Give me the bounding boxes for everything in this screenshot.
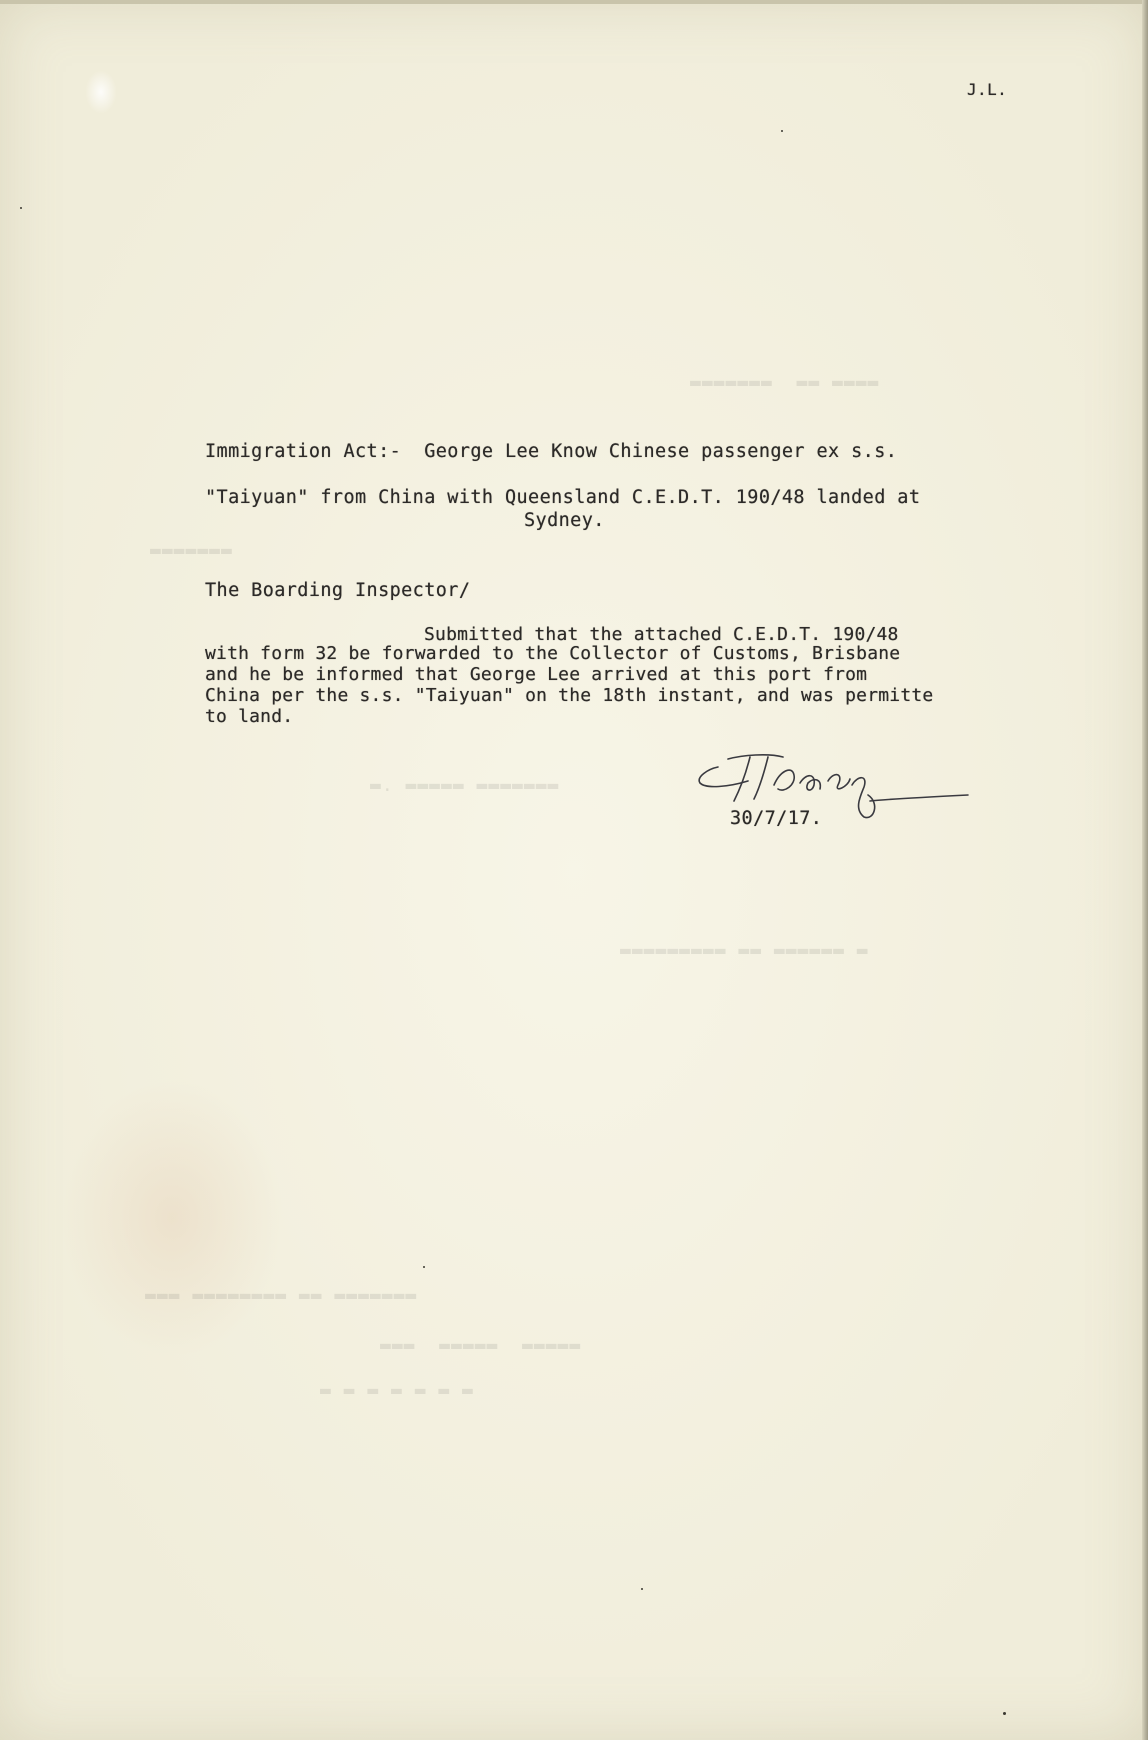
initials: J.L. [967, 80, 1008, 99]
show-through-line: ▬▬▬ ▬▬▬▬▬▬▬▬ ▬▬ ▬▬▬▬▬▬▬ [145, 1285, 418, 1306]
page-top-edge [0, 0, 1148, 4]
date: 30/7/17. [730, 808, 823, 829]
show-through-line: ▬ ▬ ▬ ▬ ▬ ▬ ▬ [320, 1380, 474, 1401]
subject-line-3: Sydney. [524, 510, 605, 531]
paper-speck [641, 1588, 643, 1590]
show-through-line: ▬. ▬▬▬▬▬ ▬▬▬▬▬▬▬ [370, 775, 560, 796]
paper-speck [781, 130, 783, 132]
body-line: with form 32 be forwarded to the Collector of Customs, Brisbane [205, 643, 901, 664]
body-line: and he be informed that George Lee arrived at this port from [205, 664, 868, 685]
paper-speck [423, 1266, 425, 1268]
paper-smudge [85, 70, 117, 114]
page-right-edge [1142, 0, 1148, 1740]
subject-line-1: Immigration Act:- George Lee Know Chinese passenger ex s.s. [205, 441, 898, 462]
paper-speck [20, 207, 22, 209]
body-line: to land. [205, 706, 294, 727]
show-through-line: ▬▬▬ ▬▬▬▬▬ ▬▬▬▬▬ [380, 1335, 582, 1356]
show-through-line: ▬▬▬▬▬▬▬ [150, 540, 233, 561]
body-line: China per the s.s. "Taiyuan" on the 18th instant, and was permitte [205, 685, 934, 706]
addressee: The Boarding Inspector/ [205, 580, 471, 601]
show-through-line: ▬▬▬▬▬▬▬▬▬ ▬▬ ▬▬▬▬▬▬ ▬ [620, 940, 869, 961]
subject-line-2: "Taiyuan" from China with Queensland C.E.D.T. 190/48 landed at [205, 487, 921, 508]
show-through-line: ▬▬▬▬▬▬▬ ▬▬ ▬▬▬▬ [690, 372, 880, 393]
paper-speck [1003, 1712, 1006, 1715]
body-line: Submitted that the attached C.E.D.T. 190/48 [424, 624, 899, 645]
